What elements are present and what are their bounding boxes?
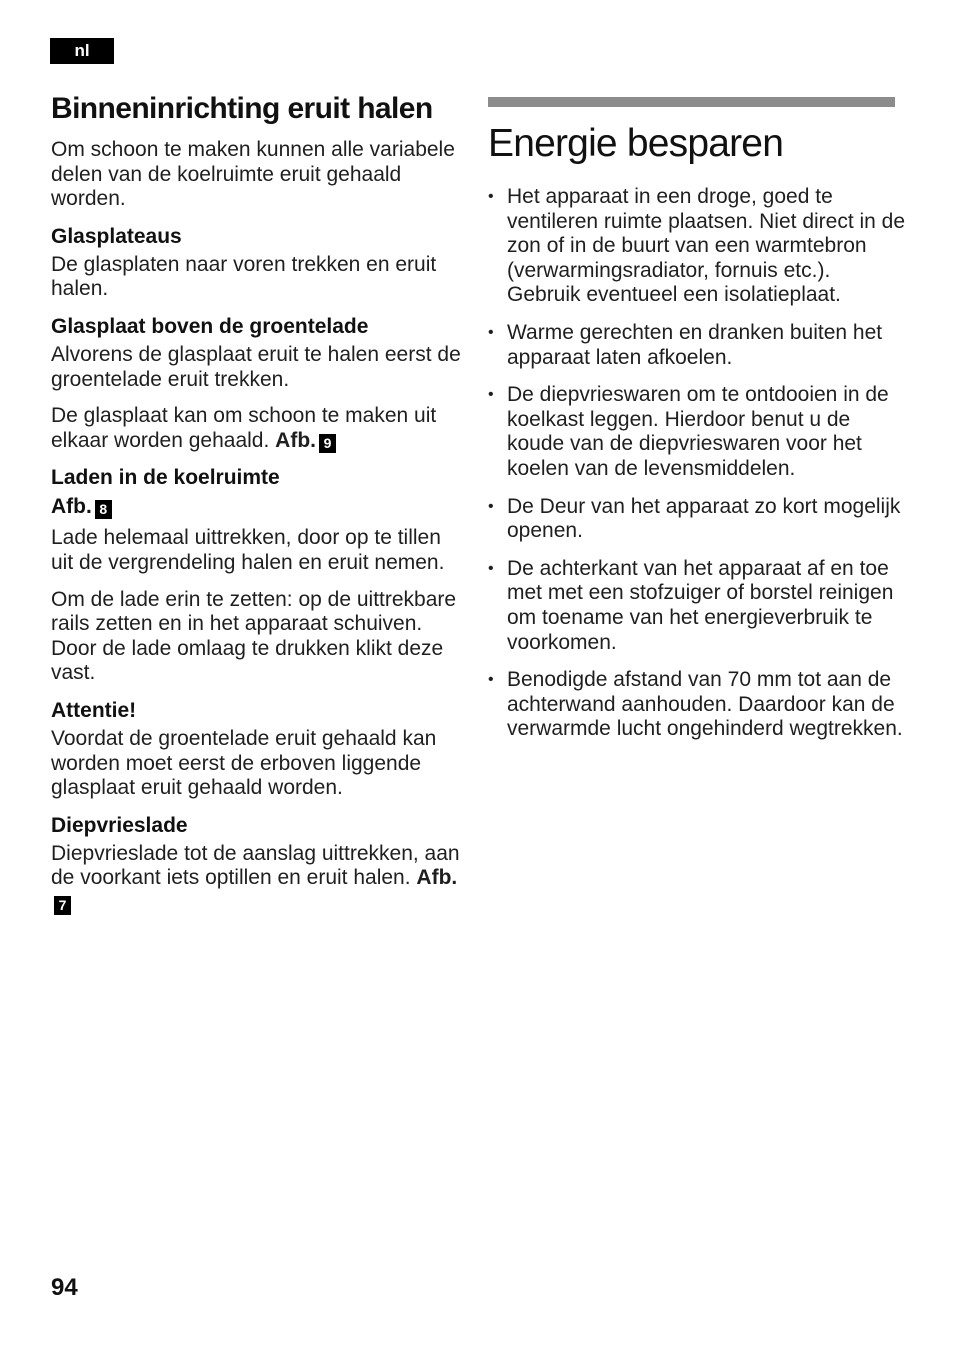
list-item: • Het apparaat in een droge, goed te ventileren ruimte plaatsen. Niet direct in de zon of in de buurt van een warmtebron (verwarmingsradiator, fornuis etc.). Gebruik eventueel een isolatieplaat. bbox=[488, 185, 906, 307]
heading-laden: Laden in de koelruimte bbox=[51, 466, 280, 490]
figure-ref-label: Afb. bbox=[416, 866, 458, 890]
list-item: • De achterkant van het apparaat af en toe met met een stofzuiger of borstel reinigen om toename van het energieverbruik te voorkomen. bbox=[488, 556, 894, 654]
text-glasplaat-2-body: De glasplaat kan om schoon te maken uit elkaar worden gehaald. bbox=[51, 404, 437, 452]
text-diepvrieslade bbox=[51, 842, 463, 916]
figure-number-badge: 9 bbox=[319, 434, 336, 453]
figure-number-badge: 8 bbox=[95, 500, 112, 519]
list-item: • De Deur van het apparaat zo kort mogelijk openen. bbox=[488, 494, 901, 543]
figure-ref-label: Afb. bbox=[275, 428, 316, 452]
bullet-icon: • bbox=[488, 188, 494, 205]
bullet-icon: • bbox=[488, 386, 494, 404]
text-laden-2: Om de lade erin te zetten: op de uittrekbare rails zetten en in het apparaat schuiven. Door de lade omlaag te drukken klikt deze vast. bbox=[51, 587, 457, 685]
figure-ref-label: Afb. bbox=[51, 495, 92, 519]
bullet-icon: • bbox=[488, 671, 494, 689]
heading-diepvrieslade: Diepvrieslade bbox=[51, 813, 188, 837]
intro-text: Om schoon te maken kunnen alle variabele delen van de koelruimte eruit gehaald worden. bbox=[51, 138, 455, 211]
heading-glasplateaus: Glasplateaus bbox=[51, 224, 182, 248]
section-rule bbox=[488, 97, 895, 107]
text-laden-1: Lade helemaal uittrekken, door op te tillen uit de vergrendeling halen en eruit nemen. bbox=[51, 526, 445, 574]
text-glasplaat-1: Alvorens de glasplaat eruit te halen eerst de groentelade eruit trekken. bbox=[51, 342, 461, 391]
list-item: • De diepvrieswaren om te ontdooien in de koelkast leggen. Hierdoor benut u de koude van de diepvrieswaren voor het koelen van de levensmiddelen. bbox=[488, 383, 889, 480]
text-glasplaat-2 bbox=[51, 404, 463, 453]
energy-tips-list bbox=[488, 185, 908, 742]
page-number: 94 bbox=[51, 1274, 78, 1301]
bullet-icon: • bbox=[488, 323, 494, 341]
section-title-binneninrichting: Binneninrichting eruit halen bbox=[51, 92, 433, 125]
language-tag: nl bbox=[50, 38, 114, 64]
list-item: • Benodigde afstand van 70 mm tot aan de achterwand aanhouden. Daardoor kan de verwarmde lucht ongehinderd wegtrekken. bbox=[488, 668, 903, 741]
text-attentie: Voordat de groentelade eruit gehaald kan worden moet eerst de erboven liggende glasplaat eruit gehaald worden. bbox=[51, 726, 437, 800]
bullet-icon: • bbox=[488, 559, 494, 577]
bullet-icon: • bbox=[488, 497, 494, 515]
list-item: • Warme gerechten en dranken buiten het apparaat laten afkoelen. bbox=[488, 320, 883, 369]
left-column bbox=[51, 90, 463, 927]
figure-number-badge: 7 bbox=[54, 896, 71, 915]
text-glasplateaus: De glasplaten naar voren trekken en eruit halen. bbox=[51, 252, 437, 301]
heading-glasplaat: Glasplaat boven de groentelade bbox=[51, 314, 369, 338]
text-diepvrieslade-body: Diepvrieslade tot de aanslag uittrekken, aan de voorkant iets optillen en eruit halen. bbox=[51, 841, 460, 890]
section-title-energie: Energie besparen bbox=[488, 122, 784, 165]
figure-ref-laden bbox=[51, 494, 463, 520]
right-column bbox=[488, 97, 908, 755]
heading-attentie: Attentie! bbox=[51, 698, 137, 722]
